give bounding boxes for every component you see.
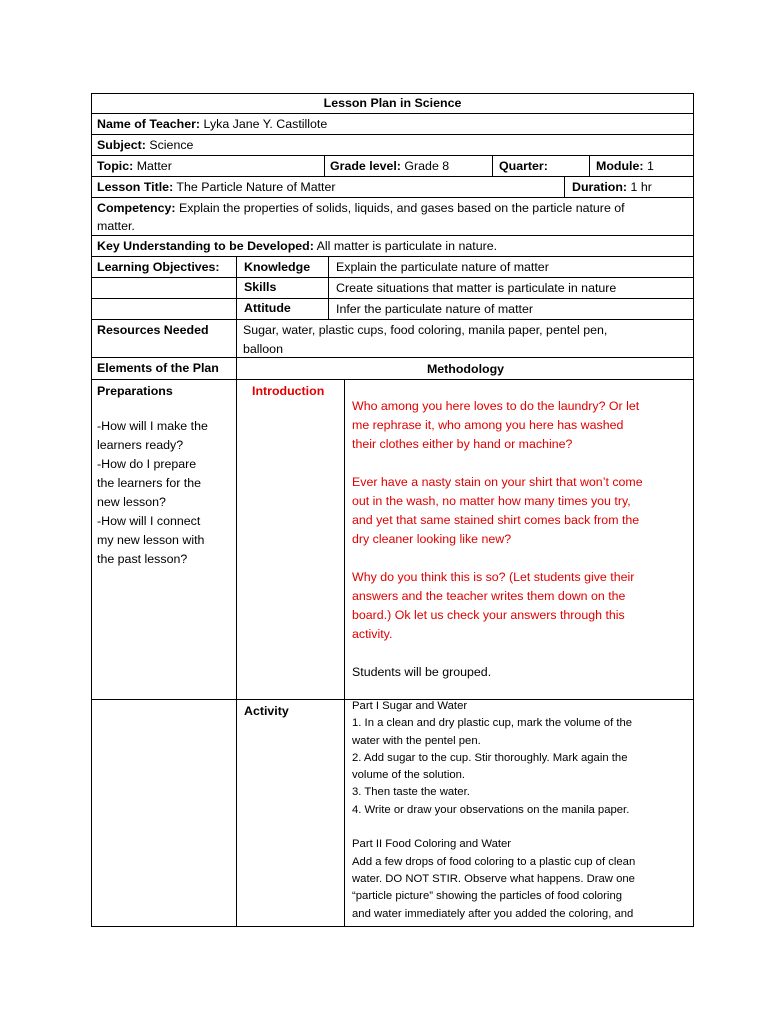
duration-field: [572, 179, 652, 195]
intro-line: out in the wash, no matter how many times you try,: [352, 494, 631, 508]
intro-line: activity.: [352, 627, 393, 641]
activity-line: “particle picture” showing the particles of food coloring: [352, 890, 623, 903]
introduction-text: [352, 397, 643, 682]
objective-text: Infer the particulate nature of matter: [336, 302, 533, 316]
competency-line1: Explain the properties of solids, liquids, and gases based on the particle nature of: [178, 201, 625, 215]
preparations-questions: [97, 417, 208, 569]
subject-label: Subject:: [97, 138, 146, 152]
col-divider: [324, 155, 325, 176]
table-border-top: [91, 93, 694, 94]
activity-label: Activity: [244, 704, 289, 718]
module-value: 1: [646, 159, 654, 173]
activity-line: 1. In a clean and dry plastic cup, mark the volume of the: [352, 717, 633, 730]
intro-line: me rephrase it, who among you here has washed: [352, 418, 624, 432]
intro-line: board.) Ok let us check your answers through this: [352, 608, 625, 622]
duration-value: 1 hr: [630, 180, 652, 194]
preparations-line: my new lesson with: [97, 533, 205, 547]
activity-line: 2. Add sugar to the cup. Stir thoroughly. Mark again the: [352, 751, 628, 764]
table-border-right: [693, 93, 694, 927]
key-understanding-label: Key Understanding to be Developed:: [97, 239, 314, 253]
objectives-label: Learning Objectives:: [97, 260, 220, 274]
col-divider: [344, 379, 345, 927]
activity-line: 4. Write or draw your observations on the manila paper.: [352, 803, 630, 816]
module-field: [596, 158, 654, 174]
row-divider: [91, 235, 694, 236]
row-divider: [91, 256, 694, 257]
intro-line: Ever have a nasty stain on your shirt that won’t come: [352, 475, 643, 489]
intro-line: answers and the teacher writes them down on the: [352, 589, 626, 603]
topic-value: Matter: [136, 159, 172, 173]
objective-text: Create situations that matter is particulate in nature: [336, 281, 617, 295]
preparations-line: -How will I make the: [97, 419, 208, 433]
subject-field: [97, 137, 193, 153]
activity-text: [352, 698, 635, 923]
resources-line1: Sugar, water, plastic cups, food coloring, manila paper, pentel pen,: [243, 323, 608, 337]
key-understanding-value: All matter is particulate in nature.: [316, 239, 498, 253]
row-divider: [91, 155, 694, 156]
intro-line: and yet that same stained shirt comes back from the: [352, 513, 640, 527]
intro-line: their clothes either by hand or machine?: [352, 437, 573, 451]
row-divider: [91, 319, 694, 320]
row-divider: [91, 277, 694, 278]
preparations-line: the past lesson?: [97, 552, 188, 566]
lesson-title-label: Lesson Title:: [97, 180, 174, 194]
lesson-title-field: [97, 179, 336, 195]
resources-label: Resources Needed: [97, 323, 209, 337]
row-divider: [91, 113, 694, 114]
col-divider: [236, 379, 237, 927]
grade-label: Grade level:: [330, 159, 401, 173]
module-label: Module:: [596, 159, 644, 173]
intro-grouping: Students will be grouped.: [352, 665, 492, 679]
col-divider: [564, 176, 565, 197]
grade-field: [330, 158, 449, 174]
resources-line2: balloon: [243, 342, 283, 356]
teacher-value: Lyka Jane Y. Castillote: [203, 117, 328, 131]
col-divider: [589, 155, 590, 176]
intro-line: Why do you think this is so? (Let students give their: [352, 570, 635, 584]
table-border-bottom: [91, 926, 694, 927]
intro-line: dry cleaner looking like new?: [352, 532, 512, 546]
activity-line: water with the pentel pen.: [352, 734, 481, 747]
col-divider: [492, 155, 493, 176]
row-divider: [91, 197, 694, 198]
activity-line: 3. Then taste the water.: [352, 786, 470, 799]
table-border-left: [91, 93, 92, 927]
activity-line: water. DO NOT STIR. Observe what happens. Draw one: [352, 872, 635, 885]
duration-label: Duration:: [572, 180, 628, 194]
grade-value: Grade 8: [404, 159, 450, 173]
activity-line: Add a few drops of food coloring to a plastic cup of clean: [352, 855, 636, 868]
introduction-label: Introduction: [252, 384, 325, 398]
row-divider: [91, 134, 694, 135]
row-divider: [91, 298, 694, 299]
key-understanding-field: [97, 238, 497, 254]
row-divider: [91, 379, 694, 380]
preparations-line: learners ready?: [97, 438, 184, 452]
col-divider: [328, 256, 329, 319]
quarter-field: [499, 158, 548, 174]
objective-text: Explain the particulate nature of matter: [336, 260, 549, 274]
objective-domain: Knowledge: [244, 260, 311, 274]
competency-field: [97, 200, 625, 216]
elements-label: Elements of the Plan: [97, 361, 219, 375]
page-title: Lesson Plan in Science: [323, 96, 462, 110]
row-divider: [91, 176, 694, 177]
activity-line: Part II Food Coloring and Water: [352, 838, 512, 851]
subject-value: Science: [149, 138, 194, 152]
activity-line: volume of the solution.: [352, 769, 466, 782]
teacher-label: Name of Teacher:: [97, 117, 201, 131]
preparations-line: new lesson?: [97, 495, 166, 509]
competency-label: Competency:: [97, 201, 176, 215]
objective-domain: Attitude: [244, 301, 291, 315]
activity-line: and water immediately after you added the coloring, and: [352, 907, 634, 920]
activity-line: Part I Sugar and Water: [352, 700, 468, 712]
preparations-line: -How do I prepare: [97, 457, 197, 471]
preparations-line: -How will I connect: [97, 514, 201, 528]
competency-line2: matter.: [97, 219, 135, 233]
lesson-title-value: The Particle Nature of Matter: [176, 180, 336, 194]
topic-label: Topic:: [97, 159, 134, 173]
preparations-line: the learners for the: [97, 476, 202, 490]
preparations-label: Preparations: [97, 384, 173, 398]
lesson-plan-table: [91, 93, 694, 927]
objective-domain: Skills: [244, 280, 277, 294]
teacher-field: [97, 116, 327, 132]
topic-field: [97, 158, 172, 174]
quarter-label: Quarter:: [499, 159, 548, 173]
row-divider: [91, 357, 694, 358]
intro-line: Who among you here loves to do the laundry? Or let: [352, 399, 640, 413]
methodology-heading: Methodology: [426, 362, 505, 376]
